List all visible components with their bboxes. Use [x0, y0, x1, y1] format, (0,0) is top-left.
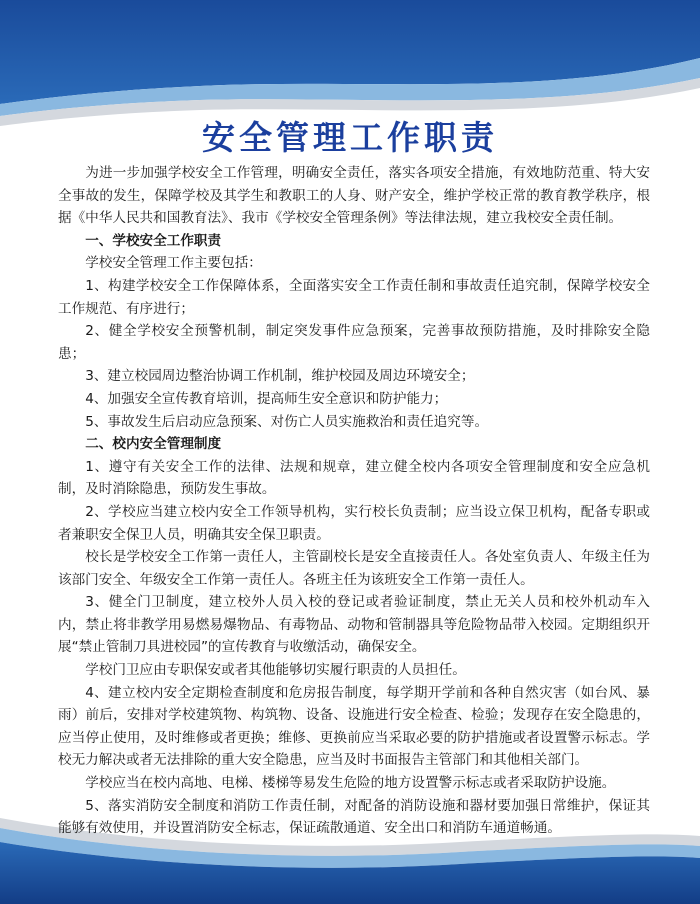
body-paragraph: 4、建立校内安全定期检查制度和危房报告制度，每学期开学前和各种自然灾害（如台风、暴雨）前后，安排对学校建筑物、构筑物、设备、设施进行安全检查、检验；发现存在安全隐患的，应当停止使用，及时维修或者更换；维修、更换前应当采取必要的防护措施或者设置警示标志。学校无力解决或者无法排除的重大安全隐患，应当及时书面报告主管部门和其他相关部门。 [58, 684, 650, 769]
body-paragraph: 5、事故发生后启动应急预案、对伤亡人员实施救治和责任追究等。 [85, 413, 489, 430]
body-paragraph: 学校安全管理工作主要包括： [85, 255, 262, 272]
body-paragraph: 4、加强安全宣传教育培训，提高师生安全意识和防护能力； [85, 390, 448, 407]
intro-paragraph: 为进一步加强学校安全工作管理，明确安全责任，落实各项安全措施，有效地防范重、特大安全事故的发生，保障学校及其学生和教职工的人身、财产安全，维护学校正常的教育教学秩序，根据《中华人民共和国教育法》、我市《学校安全管理条例》等法律法规，建立我校安全责任制。 [58, 165, 650, 227]
page-title: 安全管理工作职责 [202, 118, 498, 157]
body-paragraph: 5、落实消防安全制度和消防工作责任制，对配备的消防设施和器材要加强日常维护，保证其能够有效使用，并设置消防安全标志，保证疏散通道、安全出口和消防车通道畅通。 [58, 797, 650, 837]
body-paragraph: 2、学校应当建立校内安全工作领导机构，实行校长负责制；应当设立保卫机构，配备专职或者兼职安全保卫人员，明确其安全保卫职责。 [58, 503, 650, 543]
section-heading-1: 一、学校安全工作职责 [85, 232, 222, 249]
body-paragraph: 3、健全门卫制度，建立校外人员入校的登记或者验证制度，禁止无关人员和校外机动车入内，禁止将非教学用易燃易爆物品、有毒物品、动物和管制器具等危险物品带入校园。定期组织开展“禁止管制刀具进校园”的宣传教育与收缴活动，确保安全。 [58, 594, 650, 656]
section-heading-2: 二、校内安全管理制度 [85, 436, 222, 453]
body-paragraph: 3、建立校园周边整治协调工作机制，维护校园及周边环境安全； [85, 368, 475, 385]
body-paragraph: 2、健全学校安全预警机制，制定突发事件应急预案，完善事故预防措施，及时排除安全隐患； [58, 323, 650, 362]
document-body [58, 162, 650, 840]
body-paragraph: 1、构建学校安全工作保障体系，全面落实安全工作责任制和事故责任追究制，保障学校安全工作规范、有序进行； [58, 277, 650, 317]
body-paragraph: 校长是学校安全工作第一责任人，主管副校长是安全直接责任人。各处室负责人、年级主任为该部门安全、年级安全工作第一责任人。各班主任为该班安全工作第一责任人。 [58, 549, 650, 588]
body-paragraph: 1、遵守有关安全工作的法律、法规和规章，建立健全校内各项安全管理制度和安全应急机制，及时消除隐患，预防发生事故。 [58, 458, 650, 498]
body-paragraph: 学校应当在校内高地、电梯、楼梯等易发生危险的地方设置警示标志或者采取防护设施。 [85, 775, 616, 792]
body-paragraph: 学校门卫应由专职保安或者其他能够切实履行职责的人员担任。 [85, 662, 466, 679]
